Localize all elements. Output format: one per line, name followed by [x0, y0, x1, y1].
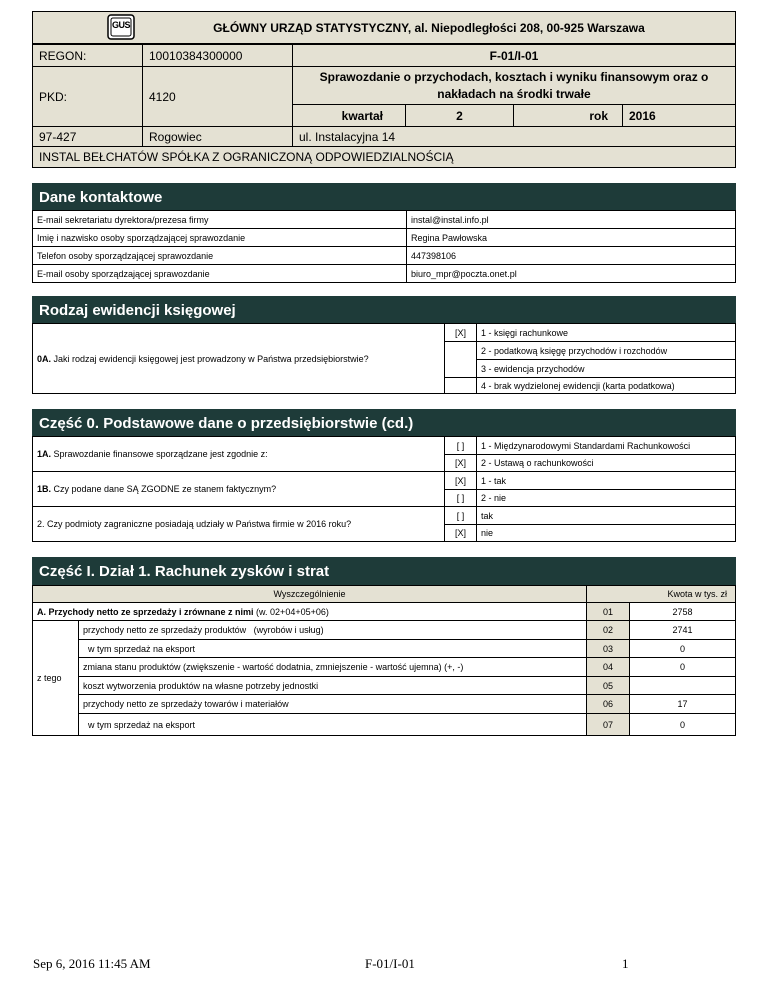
- quarter-label-cell: [292, 104, 406, 127]
- row-code: 06: [602, 699, 613, 709]
- col-desc-label: Wyszczególnienie: [273, 589, 346, 599]
- contact-label: E-mail osoby sporządzającej sprawozdanie: [37, 268, 210, 279]
- contact-value: Regina Pawłowska: [411, 232, 488, 243]
- section-accounting-heading: [32, 296, 736, 324]
- contact-label-cell: [32, 264, 407, 283]
- row-value-cell[interactable]: [629, 694, 736, 714]
- option-label: 3 - ewidencja przychodów: [481, 363, 585, 374]
- contact-value-cell: [406, 246, 736, 265]
- question-text: Jaki rodzaj ewidencji księgowej jest prowadzony w Państwa przedsiębiorstwie?: [51, 353, 369, 364]
- row-value-cell[interactable]: [629, 620, 736, 640]
- office-title: GŁÓWNY URZĄD STATYSTYCZNY, al. Niepodległości 208, 00-925 Warszawa: [213, 20, 645, 35]
- accounting-question: [37, 354, 369, 364]
- row-code-cell: [586, 713, 630, 736]
- option-mark-cell[interactable]: [444, 377, 477, 394]
- postal-code-cell: [32, 126, 143, 147]
- section-part1-title: Część I. Dział 1. Rachunek zysków i strat: [39, 562, 330, 580]
- company-name: INSTAL BEŁCHATÓW SPÓŁKA Z OGRANICZONĄ ODPOWIEDZIALNOŚCIĄ: [39, 150, 454, 164]
- row-code: 05: [602, 680, 613, 691]
- option-label: 2 - nie: [481, 493, 507, 503]
- pkd-label-cell: [32, 66, 143, 127]
- row-label: przychody netto ze sprzedaży produktów (wyrobów i usług): [83, 625, 324, 635]
- section-accounting-title: Rodzaj ewidencji księgowej: [39, 301, 236, 319]
- option-label-cell: [476, 506, 736, 525]
- col-desc-header: [32, 585, 587, 603]
- row-value: 17: [677, 699, 688, 709]
- report-title: Sprawozdanie o przychodach, kosztach i wyniku finansowym oraz o nakładach na środki trwałe: [319, 70, 709, 101]
- option-mark: [X]: [454, 475, 466, 486]
- form-code-cell: [292, 44, 736, 67]
- gus-logo: [107, 14, 135, 40]
- row-a-formula: (w. 02+04+05+06): [253, 606, 329, 617]
- z-tego-cell: [32, 620, 79, 736]
- row-code-cell: [586, 694, 630, 714]
- company-cell: [32, 146, 736, 168]
- row-label-cell: [78, 657, 587, 677]
- section-contact-title: Dane kontaktowe: [39, 188, 163, 206]
- quarter-value-cell: [405, 104, 514, 127]
- option-mark: [ ]: [456, 440, 465, 451]
- option-label: 4 - brak wydzielonej ewidencji (karta podatkowa): [481, 380, 675, 391]
- section-contact-heading: [32, 183, 736, 211]
- gus-logo-text: GUS: [111, 20, 130, 30]
- year-label: rok: [589, 108, 608, 123]
- option-mark-cell[interactable]: [444, 524, 477, 542]
- year-label-cell: [513, 104, 623, 127]
- q2-cell: [32, 506, 445, 542]
- regon-value-cell: [142, 44, 293, 67]
- row-label-cell: [78, 694, 587, 714]
- contact-value: biuro_mpr@poczta.onet.pl: [411, 268, 517, 279]
- row-value-cell[interactable]: [629, 657, 736, 677]
- option-label-cell: [476, 359, 736, 378]
- row-label: przychody netto ze sprzedaży towarów i materiałów: [83, 699, 289, 709]
- q1a-cell: [32, 436, 445, 472]
- report-title-cell: [292, 66, 736, 105]
- contact-value-cell: [406, 264, 736, 283]
- z-tego-label: z tego: [37, 673, 62, 683]
- option-mark-cell[interactable]: [444, 341, 477, 378]
- option-mark-cell[interactable]: [444, 323, 477, 342]
- pkd-value: 4120: [149, 89, 176, 104]
- col-amount-header: [586, 585, 736, 603]
- option-label: nie: [481, 528, 494, 538]
- section-part0-title: Część 0. Podstawowe dane o przedsiębiorstwie (cd.): [39, 414, 414, 432]
- q2-question: 2. Czy podmioty zagraniczne posiadają udziały w Państwa firmie w 2016 roku?: [37, 519, 352, 529]
- option-label-cell: [476, 471, 736, 490]
- regon-label-cell: [32, 44, 143, 67]
- contact-value: instal@instal.info.pl: [411, 214, 489, 225]
- footer-form-code: [365, 956, 415, 972]
- row-label: w tym sprzedaż na eksport: [83, 643, 196, 654]
- row-value: 2758: [672, 606, 693, 617]
- row-label: zmiana stanu produktów (zwiększenie - wartość dodatnia, zmniejszenie - wartość ujemna) (+, -): [83, 662, 464, 672]
- row-code-cell: [586, 602, 630, 621]
- option-mark: [ ]: [456, 493, 465, 503]
- row-label-cell: [78, 639, 587, 658]
- row-code: 01: [602, 606, 613, 617]
- contact-label: Imię i nazwisko osoby sporządzającej sprawozdanie: [37, 232, 246, 243]
- option-label-cell: [476, 524, 736, 542]
- question-number: 1A.: [37, 449, 52, 459]
- option-mark: [X]: [454, 458, 466, 468]
- row-value: 0: [679, 643, 685, 654]
- option-label: 2 - Ustawą o rachunkowości: [481, 458, 594, 468]
- option-mark: [ ]: [456, 510, 465, 521]
- contact-label: E-mail sekretariatu dyrektora/prezesa firmy: [37, 214, 209, 225]
- q1b-cell: [32, 471, 445, 507]
- row-a-label: [37, 607, 329, 617]
- year-value-cell: [622, 104, 736, 127]
- contact-value-cell: [406, 210, 736, 229]
- contact-value: 447398106: [411, 250, 457, 261]
- year-value: 2016: [629, 108, 656, 123]
- quarter-label: kwartał: [341, 108, 383, 123]
- row-code-cell: [586, 620, 630, 640]
- row-value: 0: [679, 662, 685, 672]
- option-label: 2 - podatkową księgę przychodów i rozchodów: [481, 345, 668, 356]
- row-value: 2741: [672, 625, 693, 635]
- header-title-bar: [32, 11, 736, 44]
- question-number: 0A.: [37, 353, 52, 364]
- row-code: 03: [602, 643, 613, 654]
- option-label: 1 - księgi rachunkowe: [481, 327, 569, 338]
- row-value-cell[interactable]: [629, 639, 736, 658]
- row-label: w tym sprzedaż na eksport: [83, 719, 196, 730]
- footer-form-text: F-01/I-01: [365, 956, 415, 971]
- row-a-label-cell: [32, 602, 587, 621]
- option-mark: [X]: [454, 528, 466, 538]
- q1a-question: [37, 449, 268, 459]
- row-code-cell: [586, 676, 630, 695]
- row-value: 0: [679, 719, 685, 730]
- question-text: Czy podane dane SĄ ZGODNE ze stanem faktycznym?: [51, 484, 277, 494]
- section-part1-heading: [32, 557, 736, 585]
- option-label: 1 - Międzynarodowymi Standardami Rachunkowości: [481, 440, 691, 451]
- street: ul. Instalacyjna 14: [299, 129, 396, 144]
- city: Rogowiec: [149, 129, 202, 144]
- row-label: koszt wytworzenia produktów na własne potrzeby jednostki: [83, 680, 319, 691]
- regon-label: REGON:: [39, 48, 87, 63]
- option-label-cell: [476, 454, 736, 472]
- option-mark-cell[interactable]: [444, 471, 477, 490]
- quarter-value: 2: [456, 108, 463, 123]
- q1b-question: [37, 484, 276, 494]
- row-code: 02: [602, 625, 613, 635]
- row-label-cell: [78, 620, 587, 640]
- row-a-title: A. Przychody netto ze sprzedaży i zrównane z nimi: [37, 606, 254, 617]
- row-value-cell[interactable]: [629, 676, 736, 695]
- postal-code: 97-427: [39, 129, 77, 144]
- regon-value: 10010384300000: [149, 48, 243, 63]
- footer-date-text: Sep 6, 2016 11:45 AM: [33, 956, 151, 971]
- option-mark-cell[interactable]: [444, 436, 477, 455]
- footer-page-number: [622, 956, 629, 972]
- street-cell: [292, 126, 736, 147]
- row-label-cell: [78, 713, 587, 736]
- col-amount-label: Kwota w tys. zł: [667, 589, 727, 599]
- row-code-cell: [586, 639, 630, 658]
- option-label-cell: [476, 377, 736, 394]
- pkd-label: PKD:: [39, 89, 68, 104]
- option-label-cell: [476, 436, 736, 455]
- option-mark-cell[interactable]: [444, 489, 477, 507]
- contact-label-cell: [32, 210, 407, 229]
- option-label-cell: [476, 323, 736, 342]
- option-mark-cell[interactable]: [444, 506, 477, 525]
- option-label-cell: [476, 489, 736, 507]
- row-code: 04: [602, 662, 613, 672]
- option-label: 1 - tak: [481, 475, 507, 486]
- row-code-cell: [586, 657, 630, 677]
- row-label-cell: [78, 676, 587, 695]
- contact-label-cell: [32, 246, 407, 265]
- option-mark-cell[interactable]: [444, 454, 477, 472]
- option-mark: [X]: [454, 327, 466, 338]
- row-value-cell[interactable]: [629, 713, 736, 736]
- question-number: 1B.: [37, 484, 52, 494]
- question-text: Sprawozdanie finansowe sporządzane jest zgodnie z:: [51, 449, 268, 459]
- footer-page-text: 1: [622, 956, 629, 971]
- row-value-cell[interactable]: [629, 602, 736, 621]
- contact-value-cell: [406, 228, 736, 247]
- city-cell: [142, 126, 293, 147]
- contact-label: Telefon osoby sporządzającej sprawozdanie: [37, 250, 214, 261]
- section-part0-heading: [32, 409, 736, 437]
- row-code: 07: [602, 719, 613, 730]
- contact-label-cell: [32, 228, 407, 247]
- footer-date: [33, 956, 151, 972]
- accounting-question-cell: [32, 323, 445, 394]
- option-label-cell: [476, 341, 736, 360]
- option-label: tak: [481, 510, 494, 521]
- form-code: F-01/I-01: [489, 48, 539, 63]
- pkd-value-cell: [142, 66, 293, 127]
